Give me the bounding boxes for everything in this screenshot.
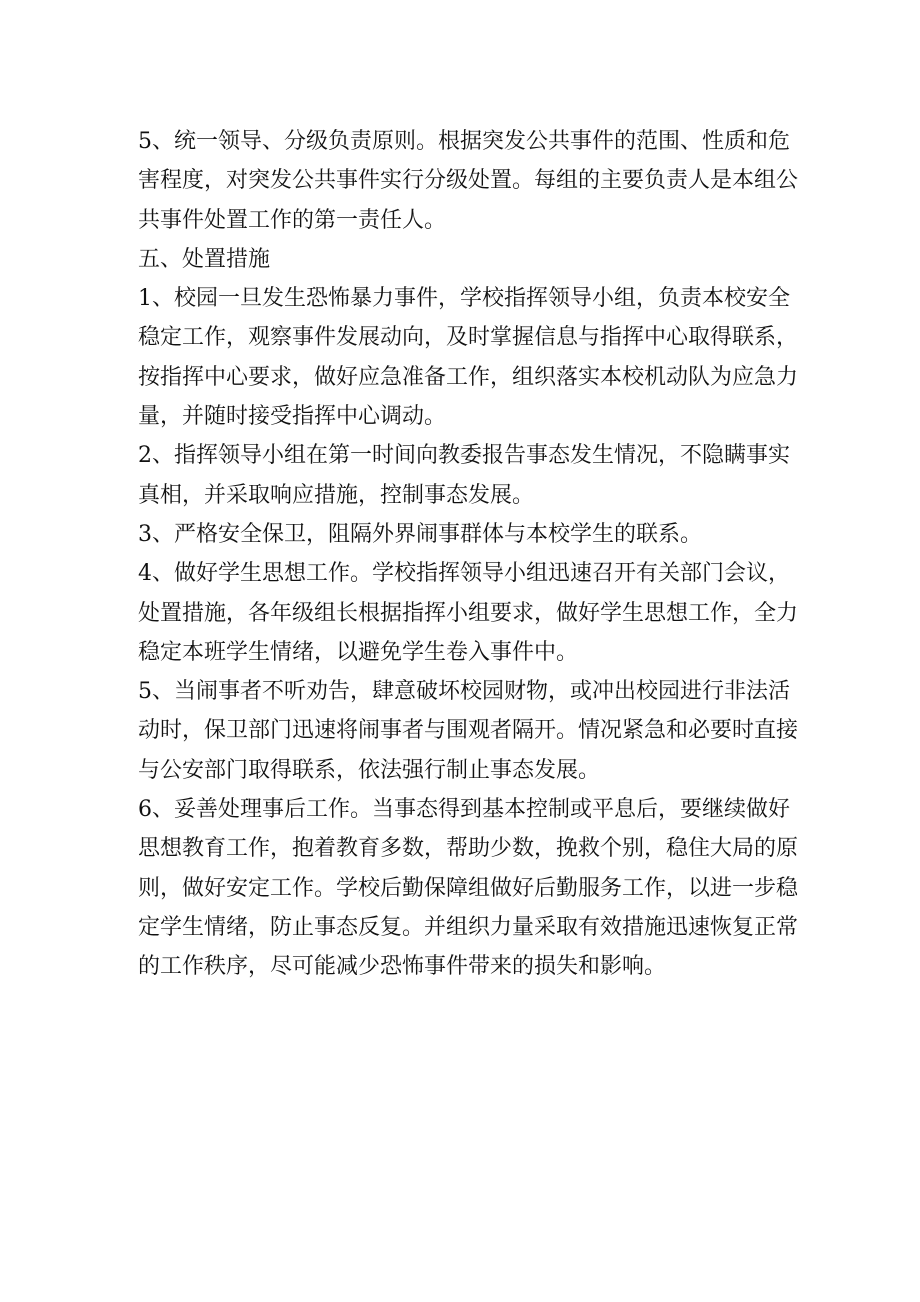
text-line: 按指挥中心要求，做好应急准备工作，组织落实本校机动队为应急力 <box>138 364 799 390</box>
paragraph-measure-2 <box>138 436 788 515</box>
text-line: 则，做好安定工作。学校后勤保障组做好后勤服务工作，以进一步稳 <box>138 875 799 901</box>
text-line: 量，并随时接受指挥中心调动。 <box>138 404 447 430</box>
text-line: 稳定工作，观察事件发展动向，及时掌握信息与指挥中心取得联系， <box>138 325 799 351</box>
text-line: 6、妥善处理事后工作。当事态得到基本控制或平息后，要继续做好 <box>138 797 790 823</box>
text-line: 共事件处置工作的第一责任人。 <box>138 207 447 233</box>
paragraph-measure-6 <box>138 790 799 986</box>
text-line: 2、指挥领导小组在第一时间向教委报告事态发生情况，不隐瞒事实 <box>138 443 790 469</box>
text-line: 处置措施，各年级组长根据指挥小组要求，做好学生思想工作，全力 <box>138 600 799 626</box>
text-line: 4、做好学生思想工作。学校指挥领导小组迅速召开有关部门会议， <box>138 561 790 587</box>
text-line: 真相，并采取响应措施，控制事态发展。 <box>138 482 535 508</box>
section-heading <box>138 240 788 279</box>
text-line: 稳定本班学生情绪，以避免学生卷入事件中。 <box>138 639 579 665</box>
heading-text: 五、处置措施 <box>138 246 271 272</box>
paragraph-measure-1 <box>138 279 799 436</box>
paragraph-measure-5 <box>138 672 799 790</box>
paragraph-measure-4 <box>138 554 799 672</box>
paragraph-measure-3 <box>138 515 788 554</box>
text-line: 的工作秩序，尽可能减少恐怖事件带来的损失和影响。 <box>138 954 667 980</box>
text-line: 5、当闹事者不听劝告，肆意破坏校园财物，或冲出校园进行非法活 <box>138 679 790 705</box>
text-line: 5、统一领导、分级负责原则。根据突发公共事件的范围、性质和危 <box>138 129 790 154</box>
text-line: 3、严格安全保卫，阻隔外界闹事群体与本校学生的联系。 <box>138 521 702 547</box>
text-line: 1、校园一旦发生恐怖暴力事件，学校指挥领导小组，负责本校安全 <box>138 286 790 312</box>
text-line: 与公安部门取得联系，依法强行制止事态发展。 <box>138 757 601 783</box>
paragraph-principle-5 <box>138 122 799 240</box>
document-body <box>138 122 799 987</box>
text-line: 害程度，对突发公共事件实行分级处置。每组的主要负责人是本组公 <box>138 168 799 194</box>
text-line: 定学生情绪，防止事态反复。并组织力量采取有效措施迅速恢复正常 <box>138 914 799 940</box>
text-line: 动时，保卫部门迅速将闹事者与围观者隔开。情况紧急和必要时直接 <box>138 718 799 744</box>
text-line: 思想教育工作，抱着教育多数，帮助少数，挽救个别，稳住大局的原 <box>138 836 799 862</box>
